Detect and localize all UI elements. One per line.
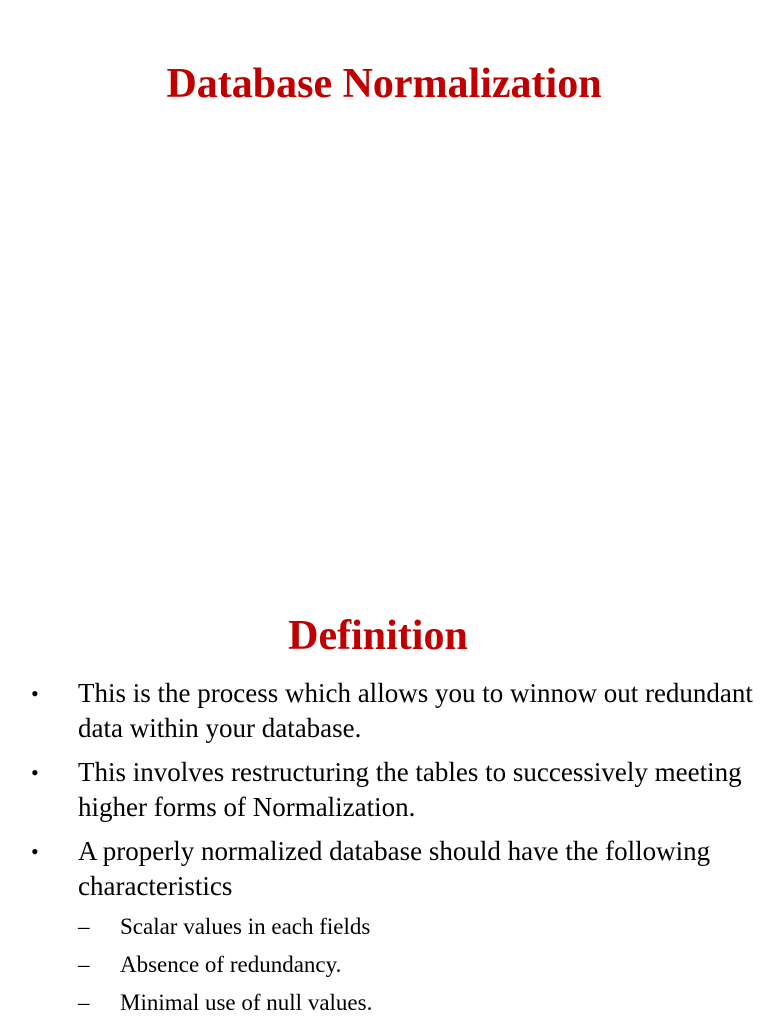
- dash-icon: –: [78, 952, 90, 977]
- bullet-text: This is the process which allows you to winnow out redundant data within your database.: [78, 678, 753, 743]
- bullet-item: [0, 676, 768, 746]
- bullet-item: [0, 834, 768, 1022]
- bullet-icon: •: [31, 681, 39, 706]
- bullet-text: This involves restructuring the tables to successively meeting higher forms of Normalization.: [78, 757, 742, 822]
- section-heading: Definition: [288, 613, 468, 659]
- bullet-text: A properly normalized database should have the following characteristics: [78, 836, 711, 901]
- sub-bullet-text: Scalar values in each fields: [120, 914, 371, 939]
- slide-title: Database Normalization: [166, 61, 602, 107]
- bullet-icon: •: [31, 760, 39, 785]
- sub-bullet-text: Absence of redundancy.: [120, 952, 342, 977]
- sub-bullet-item: [78, 946, 768, 984]
- bullet-icon: •: [31, 839, 39, 864]
- bullet-item: [0, 755, 768, 825]
- dash-icon: –: [78, 990, 90, 1015]
- sub-bullet-item: [78, 984, 768, 1022]
- sub-bullet-text: Minimal use of null values.: [120, 990, 373, 1015]
- sub-bullet-list: [78, 908, 768, 1022]
- sub-bullet-item: [78, 908, 768, 946]
- bullet-list: [0, 676, 768, 1024]
- dash-icon: –: [78, 914, 90, 939]
